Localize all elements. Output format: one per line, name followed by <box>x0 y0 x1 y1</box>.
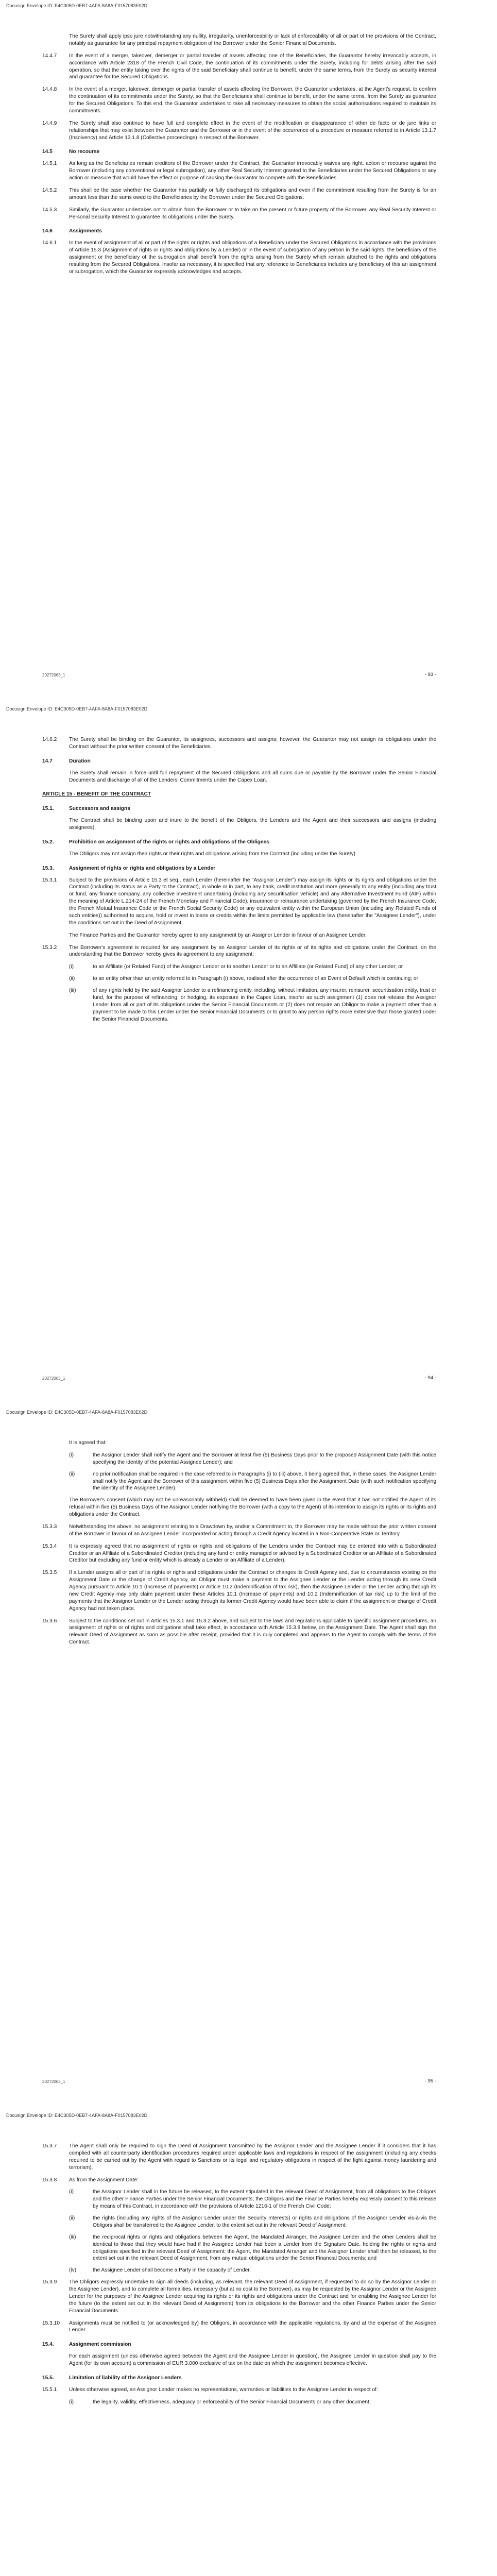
clause-text: It is expressly agreed that no assignment of rights or rights and obligations of the Lenders under the Contract may be entered into with a Subordinated Creditor or an Affiliate of a Subordinated Creditor (including any fund or entity managed or advised by a Subordinated Creditor or an Affiliate of a Subordinated Creditor but excluding any fund or entity which is already a Lender or an Affiliate of a Lender). <box>69 1543 436 1564</box>
document-page <box>0 0 497 703</box>
clause-text: the reciprocal rights or rights and obligations between the Agent, the Mandated Arranger, the Assignee Lender and the other Lenders shall be identical to those that they would have had if the Assignee Lender had been a Lender from the Signature Date, holding the rights or rights and obligations specified in the relevant Deed of Assignment; the Agent, the Mandated Arranger and the Assignor Lender shall then be released, to the extent set out in the relevant Deed of Assignment, from any mutual obligations under the Senior Financial Documents; and <box>93 2234 436 2262</box>
clause-number: 15.3.7 <box>42 2143 57 2149</box>
clause-number: 15.3.6 <box>42 1618 57 1624</box>
clause <box>42 2143 436 2172</box>
clause-number: 14.4.7 <box>42 53 57 59</box>
sub-clause <box>69 2215 436 2229</box>
clause-text: As from the Assignment Date: <box>69 2177 139 2183</box>
clause-number: 15.1. <box>42 806 54 812</box>
sub-clause <box>69 2399 436 2406</box>
clause-number: 14.4.8 <box>42 87 57 93</box>
clause-number: (ii) <box>69 1471 75 1477</box>
page-number: - 93 - <box>424 672 436 677</box>
clause-number: 14.4.9 <box>42 120 57 126</box>
heading-text: No recourse <box>69 149 100 155</box>
paragraph: For each assignment (unless otherwise agreed between the Agent and the Assignee Lender in question), the Assignee Lender in question shall pay to the Agent (for its own account) a commission of EUR 3,000 exclusive of tax on the date on which the assignment becomes effective. <box>69 2353 436 2366</box>
clause-number: 14.5.1 <box>42 161 57 167</box>
clause-text: to an entity other than an entity referred to in Paragraph (i) above, realised after the occurrence of an Event of Default which is continuing; or <box>93 976 418 982</box>
clause-number: 15.5. <box>42 2375 54 2381</box>
clause <box>42 877 436 927</box>
clause-text: the Assignor Lender shall notify the Agent and the Borrower at least five (5) Business Days prior to the proposed Assignment Date (with this notice specifying the identity of the potential Assignee Lender); and <box>93 1452 436 1465</box>
sub-clause <box>69 987 436 1023</box>
document-page <box>0 2110 497 2576</box>
page-number: - 94 - <box>424 1375 436 1381</box>
paragraph: The Surety shall apply ipso jure notwithstanding any nullity, irregularity, unenforceability or lack of enforceability of all or part of the provisions of the Contract, notably as guarantee for any principal repayment obligation of the Borrower under the Senior Financial Documents. <box>69 33 436 46</box>
heading-text: Successors and assigns <box>69 806 130 812</box>
clause <box>42 2177 436 2184</box>
clause-number: (ii) <box>69 976 75 982</box>
clause-text: As long as the Beneficiaries remain creditors of the Borrower under the Contract, the Guarantor irrevocably waives any right, action or recourse against the Borrower (including any conventional or legal subrogation), any other Real Security Interest granted to the Beneficiaries under the Secured Obligations or any action or measure that would have the effect or purpose of causing the Guarantor to compete with the Beneficiaries. <box>69 161 436 181</box>
clause-number: 14.6.1 <box>42 240 57 246</box>
clause-text: The Obligors expressly undertake to sign all deeds (including, as relevant, the relevant Deed of Assignment, if requested to do so by the Assignor Lender or the Assignee Lender), and to complete all formalities, necessary (but at no cost to the Borrower), as may be requested by the Assignor Lender or the Assignee Lender for the purposes of the Assignee Lender acquiring its rights or its rights and obligations under the Contract and for enabling the Assignee Lender for the future (to the extent set out in the relevant Deed of Assignment) from its obligations to the Borrower and the other Finance Parties under the Senior Financial Documents. <box>69 2279 436 2314</box>
article-title: ARTICLE 15 - BENEFIT OF THE CONTRACT <box>42 791 151 798</box>
clause-text: The Surety shall be binding on the Guarantor, its assignees, successors and assigns; however, the Guarantor may not assign its obligations under the Contract without the prior written consent of the Beneficiaries. <box>69 737 436 750</box>
clause-number: (i) <box>69 964 74 970</box>
clause-text: If a Lender assigns all or part of its rights or rights and obligations under the Contract or changes its Credit Agency and, due to circumstances existing on the Assignment Date or the change of Credit Agency, an Obligor must make a payment to the Assignee Lender or the Lender acting through its new Credit Agency pursuant to Article 10.1 (Increase of payments) or Article 10.2 (Indemnification of tax risk), then the Assignee Lender or the Lender acting through its new Credit Agency may only claim payment under these Articles 10.1 (Increase of payments) and 10.2 (Indemnification of tax risk) up to the limit of the payments that the Assignor Lender or the Lender acting through its former Credit Agency would have been able to claim if the assignment or change of Credit Agency had not taken place. <box>69 1570 436 1612</box>
clause-number: 14.5.3 <box>42 207 57 213</box>
heading-text: Limitation of liability of the Assignor Lenders <box>69 2375 182 2381</box>
clause <box>42 160 436 182</box>
sub-clause <box>69 963 436 971</box>
clause-number: (i) <box>69 1452 74 1458</box>
clause-number: (iii) <box>69 2234 76 2240</box>
heading-text: Prohibition on assignment of the rights or rights and obligations of the Obligees <box>69 839 269 845</box>
section-heading <box>42 805 436 812</box>
clause-text: the Assignor Lender shall in the future be released, to the extent stipulated in the relevant Deed of Assignment, from all obligations to the Obligors and the other Finance Parties under the Senior Financial Documents; the Obligors and the Finance Parties hereby expressly consent to this release by means of this Contract, in accordance with the provisions of Article 1216-1 of the French Civil Code; <box>93 2189 436 2210</box>
sub-clause <box>69 1452 436 1466</box>
clause-number: 15.3. <box>42 865 54 871</box>
clause-number: 15.3.2 <box>42 944 57 951</box>
clause <box>42 1569 436 1612</box>
page-content <box>42 2143 436 2411</box>
clause-text: of any rights held by the said Assignor Lender to a refinancing entity, including, without limitation, any insurer, reinsurer, securitisation entity, trust or fund, for the purpose of refinancing, or hedging, its exposure in the Capex Loan, insofar as such assignment (1) does not release the Assignor Lender from all or part of its obligations under the Senior Financial Documents or (2) does not require an Obligor to make a payment other than a payment to be made to this Lender under the Senior Financial Documents or to grant to any person rights more extensive than those granted under the Senior Financial Documents. <box>93 988 436 1022</box>
section-heading <box>42 228 436 235</box>
document-page <box>0 1406 497 2110</box>
clause-number: 15.3.5 <box>42 1570 57 1576</box>
section-heading <box>42 2341 436 2348</box>
clause-text: The Agent shall only be required to sign the Deed of Assignment transmitted by the Assignor Lender and the Assignee Lender if it considers that it has complied with all counterparty identification procedures required under applicable laws and regulations in respect of the assignment (including any checks required to be carried out by the Agent with regard to Sanctions or its legal and regulatory obligations in respect of the fight against money laundering and terrorism). <box>69 2143 436 2171</box>
heading-text: Duration <box>69 758 91 764</box>
document-page <box>0 703 497 1406</box>
clause-number: 15.2. <box>42 839 54 845</box>
section-heading <box>42 2375 436 2382</box>
heading-text: Assignments <box>69 228 102 234</box>
clause-number: 15.4. <box>42 2342 54 2348</box>
docusign-envelope-id: Docusign Envelope ID: E4C305D-0EB7-4AFA-8A8A-F0157083E02D <box>6 706 148 711</box>
clause-number: 14.5.2 <box>42 187 57 193</box>
clause <box>42 1618 436 1647</box>
page-content <box>42 736 436 1027</box>
clause-text: Notwithstanding the above, no assignment relating to a Drawdown by, and/or a Commitment to, the Borrower may be made without the prior written consent of the Borrower in favour of an Assignee Lender incorporated or acting through a Credit Agency located in a Non-Cooperative State or Territory. <box>69 1523 436 1537</box>
clause-text: Subject to the provisions of Article 15.3 et seq., each Lender (hereinafter the "Assignor Lender") may assign its rights or its rights and obligations under the Contract (including its status as a Party to the Contract), in whole or in part, to any bank, credit institution and more generally to any entity (including any trust or fund, any finance company, any collective investment undertaking (including any securitisation vehicle) and any Alternative Investment Fund (AIF) within the meaning of Article L.214-24 of the French Monetary and Financial Code), insurance or reinsurance undertaking (governed by the French Insurance Code, the French Mutual Insurance Code or the French Social Security Code) or any equivalent entity within the European Union (including any Related Funds of such entities)) authorised to acquire, hold or invest in loans or credits within the limits permitted by applicable law (hereinafter the "Assignee Lender"), under the conditions set out in the Deed of Assignment. <box>69 877 436 926</box>
sub-clause <box>69 1471 436 1493</box>
section-heading <box>42 758 436 765</box>
clause-number: 14.6 <box>42 228 53 234</box>
clause-text: the rights (including any rights of the Assignor Lender under the Security Interests) or rights and obligations of the Assignor Lender vis-à-vis the Obligors shall be transferred to the Assignee Lender, to the extent set out in the relevant Deed of Assignment; <box>93 2215 436 2228</box>
paragraph: It is agreed that: <box>69 1440 107 1446</box>
clause-number: (iii) <box>69 988 76 993</box>
clause-number: 15.3.1 <box>42 877 57 883</box>
clause-number: 14.5 <box>42 149 53 155</box>
clause <box>42 944 436 959</box>
heading-text: Assignment commission <box>69 2342 131 2348</box>
document-reference: 20272063_1 <box>42 673 65 677</box>
clause <box>42 86 436 115</box>
sub-clause <box>69 2267 436 2274</box>
clause <box>42 2386 436 2394</box>
section-heading <box>42 839 436 846</box>
clause-text: This shall be the case whether the Guarantor has partially or fully discharged its obligations and even if the commitment resulting from the Surety is for an amount less than the sums owed to the Beneficiaries by the Borrower under the Secured Obligations. <box>69 187 436 200</box>
clause-number: (iv) <box>69 2267 77 2274</box>
clause <box>42 2320 436 2334</box>
clause-number: 14.6.2 <box>42 737 57 742</box>
clause-number: 15.3.10 <box>42 2320 60 2326</box>
clause-text: the legality, validity, effectiveness, adequacy or enforceability of the Senior Financial Documents or any other document; <box>93 2399 371 2405</box>
clause <box>42 1523 436 1538</box>
document-reference: 20272063_1 <box>42 2079 65 2084</box>
paragraph: The Finance Parties and the Guarantor hereby agree to any assignment by an Assignor Lender in favour of an Assignee Lender. <box>69 932 367 938</box>
clause <box>42 53 436 81</box>
page-number: - 95 - <box>424 2078 436 2084</box>
sub-clause <box>69 2234 436 2263</box>
clause <box>42 736 436 751</box>
clause-text: The Surety shall also continue to have full and complete effect in the event of the modification or disappearance of other de facto or de jure links or relationships that may exist between the Guarantor and the Borrower or in the event of the occurrence of a procedure or measure referred to in Article 13.1.7 (Insolvency) and Article 13.1.8 (Collective proceedings) in respect of the Borrower. <box>69 120 436 141</box>
clause-text: In the event of a merger, takeover, demerger or partial transfer of assets affecting the Borrower, the Guarantor undertakes, at the Agent's request, to confirm the continuation of its commitments under the Surety, so that the Beneficiaries shall continue to benefit, under the same terms, from the Surety as guarantee for the Secured Obligations. To this end, the Guarantor undertakes to take all necessary measures to obtain the social authorisations required to maintain its commitments. <box>69 87 436 114</box>
clause-number: 15.5.1 <box>42 2386 57 2393</box>
clause-number: 15.3.9 <box>42 2279 57 2285</box>
paragraph: The Borrower's consent (which may not be unreasonably withheld) shall be deemed to have been given in the event that it has not notified the Agent of its refusal within five (5) Business Days of the Assignor Lender notifying the Borrower (with a copy to the Agent) of its intention to assign its rights or its rights and obligations under the Contract. <box>69 1497 436 1517</box>
clause-text: Subject to the conditions set out in Articles 15.3.1 and 15.3.2 above, and subject to the laws and regulations applicable to specific assignment procedures, an assignment of rights or of rights and obligations shall take effect, in accordance with Article 15.3.8 below, on the Assignment Date. The Agent shall sign the relevant Deed of Assignment as soon as possible after receipt, provided that it is duly completed and appears to the Agent to comply with the terms of the Contract. <box>69 1618 436 1646</box>
docusign-envelope-id: Docusign Envelope ID: E4C305D-0EB7-4AFA-8A8A-F0157083E02D <box>6 2113 148 2118</box>
clause-number: (i) <box>69 2189 74 2195</box>
paragraph: The Surety shall remain in force until full repayment of the Secured Obligations and all sums due or payable by the Borrower under the Senior Financial Documents and discharge of all of the Lenders' Commitments under the Capex Loan. <box>69 770 436 783</box>
paragraph: The Contract shall be binding upon and inure to the benefit of the Obligors, the Lenders and the Agent and their successors and assigns (including assignees). <box>69 818 436 831</box>
clause <box>42 240 436 275</box>
sub-clause <box>69 2189 436 2210</box>
docusign-envelope-id: Docusign Envelope ID: E4C305D-0EB7-4AFA-8A8A-F0157083E02D <box>6 1410 148 1415</box>
clause-number: 15.3.8 <box>42 2177 57 2183</box>
clause-number: 15.3.4 <box>42 1543 57 1549</box>
sub-clause <box>69 975 436 982</box>
clause-text: Assignments must be notified to (or acknowledged by) the Obligors, in accordance with the applicable regulations, by and at the expense of the Assignee Lender. <box>69 2320 436 2333</box>
clause-text: the Assignee Lender shall become a Party in the capacity of Lender. <box>93 2267 251 2274</box>
docusign-envelope-id: Docusign Envelope ID: E4C305D-0EB7-4AFA-8A8A-F0157083E02D <box>6 3 148 8</box>
clause <box>42 187 436 201</box>
section-heading <box>42 148 436 156</box>
clause-text: to an Affiliate (or Related Fund) of the Assignor Lender or to another Lender or to an Affiliate (or Related Fund) of any other Lender; or <box>93 964 403 970</box>
clause-text: no prior notification shall be required in the case referred to in Paragraphs (i) to (iii) above, it being agreed that, in these cases, the Assignor Lender shall notify the Agent and the Borrower of this assignment within five (5) Business Days after the Assignment Date (with such notification specifying the identity of the Assignee Lender). <box>93 1471 436 1492</box>
clause-text: In the event of assignment of all or part of the rights or rights and obligations of a Beneficiary under the Secured Obligations in accordance with the provisions of Article 15.3 (Assignment of rights or rights and obligations by a Lender) or in the event of subrogation of any person in the said rights, the beneficiary of the assignment or the beneficiary of the subrogation shall benefit from the rights arising from the Surety which remain attached to the rights and obligations resulting from the Secured Obligations. Insofar as necessary, it is specified that any reference to Beneficiaries includes any beneficiary of this an assignment or subrogation, which the Guarantor expressly acknowledges and accepts. <box>69 240 436 275</box>
heading-text: Assignment of rights or rights and obligations by a Lender <box>69 865 216 871</box>
paragraph: The Obligors may not assign their rights or their rights and obligations arising from the Contract (including under the Surety). <box>69 851 357 857</box>
clause <box>42 120 436 142</box>
page-content <box>42 33 436 281</box>
clause <box>42 1543 436 1565</box>
clause-number: 14.7 <box>42 758 53 764</box>
clause-text: Similarly, the Guarantor undertakes not to obtain from the Borrower or to take on the present or future property of the Borrower, any Real Security Interest or Personal Security Interest to guarantee its obligations under the Surety. <box>69 207 436 220</box>
clause-text: In the event of a merger, takeover, demerger or partial transfer of assets affecting one of the Beneficiaries, the Guarantor hereby irrevocably accepts, in accordance with Article 2318 of the French Civil Code, the continuation of its commitments under the Surety, including for debts arising after the said operation, so that the entity taking over the rights of the said Beneficiary shall continue to benefit, under the same terms, from the Surety as security interest and guarantee for the Secured Obligations. <box>69 53 436 80</box>
clause-number: (ii) <box>69 2215 75 2221</box>
document-reference: 20272063_1 <box>42 1376 65 1381</box>
page-content <box>42 1439 436 1651</box>
clause-number: 15.3.3 <box>42 1523 57 1530</box>
clause-text: Unless otherwise agreed, an Assignor Lender makes no representations, warranties or liabilities to the Assignee Lender in respect of: <box>69 2386 378 2393</box>
clause <box>42 2279 436 2314</box>
clause <box>42 207 436 221</box>
clause-text: The Borrower's agreement is required for any assignment by an Assignor Lender of its rights or of its rights and obligations under the Contract, on the understanding that the Borrower hereby gives its agreement to any assignment: <box>69 944 436 958</box>
clause-number: (i) <box>69 2399 74 2405</box>
section-heading <box>42 865 436 872</box>
